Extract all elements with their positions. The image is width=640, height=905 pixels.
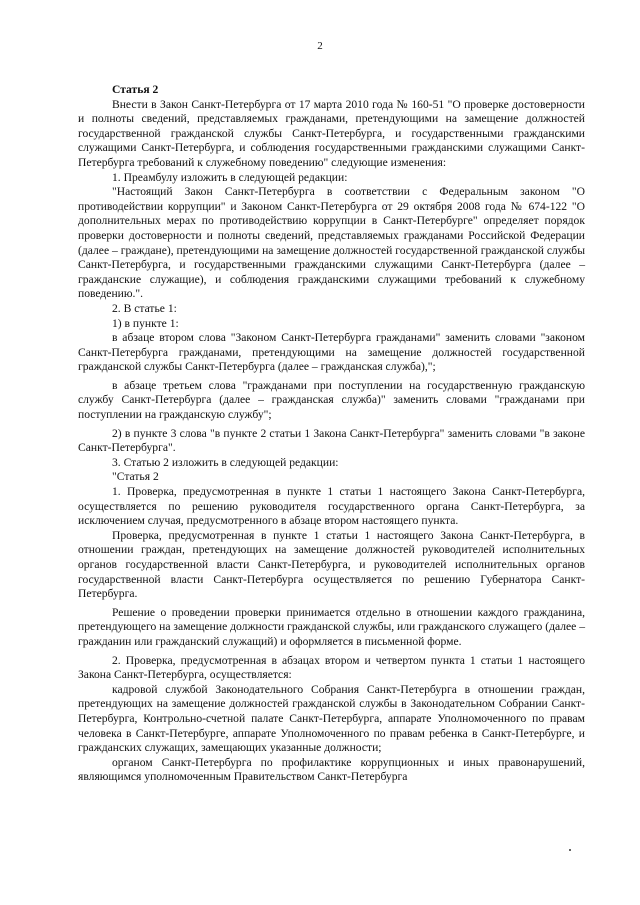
paragraph: 2. В статье 1: xyxy=(112,301,177,315)
paragraph: органом Санкт-Петербурга по профилактике коррупционных и иных правонарушений, являющимся уполномоченным Правительством Санкт-Петербурга xyxy=(78,755,585,784)
paragraph: Внести в Закон Санкт-Петербурга от 17 марта 2010 года № 160-51 "О проверке достоверности и полноты сведений, представляемых гражданами, претендующими на замещение должностей государственной гражданской службы Санкт-Петербурга, и государственными гражданскими служащими Санкт-Петербурга, и соблюдения государственными гражданскими служащими Санкт-Петербурга требований к служебному поведению" следующие изменения: xyxy=(78,97,585,169)
scan-dot xyxy=(569,849,571,851)
paragraph: 3. Статью 2 изложить в следующей редакции: xyxy=(112,455,339,469)
paragraph: "Настоящий Закон Санкт-Петербурга в соответствии с Федеральным законом "О противодействии коррупции" и Законом Санкт-Петербурга от 29 октября 2008 года № 674-122 "О дополнительных мерах по противодействию коррупции в Санкт-Петербурге" определяет порядок проверки достоверности и полноты сведений, представляемых гражданами Российской Федерации (далее – граждане), претендующими на замещение должностей государственной гражданской службы Санкт-Петербурга, и государственными гражданскими служащими Санкт-Петербурга (далее – гражданские служащие), и соблюдения гражданскими служащими требований к служебному поведению.". xyxy=(78,185,585,301)
page-number: 2 xyxy=(317,40,323,52)
paragraph: кадровой службой Законодательного Собрания Санкт-Петербурга в отношении граждан, претендующих на замещение должностей гражданской службы в Законодательном Собрании Санкт-Петербурга, Контрольно-счетной палате Санкт-Петербурга, аппарате Уполномоченного по правам человека в Санкт-Петербурге, аппарате Уполномоченного по правам ребенка в Санкт-Петербурге, и гражданских служащих, замещающих указанные должности; xyxy=(78,682,585,755)
paragraph: в абзаце третьем слова "гражданами при поступлении на государственную гражданскую службу Санкт-Петербурга (далее – гражданская служба)" заменить словами "гражданами при поступлении на гражданскую службу"; xyxy=(78,378,585,422)
paragraph: 1. Преамбулу изложить в следующей редакции: xyxy=(112,170,348,184)
paragraph: 1) в пункте 1: xyxy=(112,316,179,330)
paragraph: в абзаце втором слова "Законом Санкт-Петербурга гражданами" заменить словами "законом Санкт-Петербурга гражданами, претендующими на замещение должностей государственной гражданской службы Санкт-Петербурга (далее – гражданская служба),"; xyxy=(78,331,585,374)
paragraph: 2. Проверка, предусмотренная в абзацах втором и четвертом пункта 1 статьи 1 настоящего Закона Санкт-Петербурга, осуществляется: xyxy=(78,653,585,682)
paragraph: Решение о проведении проверки принимается отдельно в отношении каждого гражданина, претендующего на замещение должности гражданской службы, или гражданского служащего (далее – гражданин или гражданский служащий) и оформляется в письменной форме. xyxy=(78,605,585,648)
paragraph: Проверка, предусмотренная в пункте 1 статьи 1 настоящего Закона Санкт-Петербурга, в отношении граждан, претендующих на замещение должностей руководителей исполнительных органов государственной власти Санкт-Петербурга, и руководителей исполнительных органов государственной власти Санкт-Петербурга осуществляется по решению Губернатора Санкт-Петербурга. xyxy=(78,528,585,601)
paragraph: 2) в пункте 3 слова "в пункте 2 статьи 1 Закона Санкт-Петербурга" заменить словами "в законе Санкт-Петербурга". xyxy=(78,426,585,455)
article-heading: Статья 2 xyxy=(112,83,159,96)
paragraph: "Статья 2 xyxy=(112,470,159,484)
paragraph: 1. Проверка, предусмотренная в пункте 1 статьи 1 настоящего Закона Санкт-Петербурга, осуществляется по решению руководителя государственного органа Санкт-Петербурга, за исключением случая, предусмотренного в абзаце втором настоящего пункта. xyxy=(78,485,585,528)
document-body xyxy=(78,83,585,785)
